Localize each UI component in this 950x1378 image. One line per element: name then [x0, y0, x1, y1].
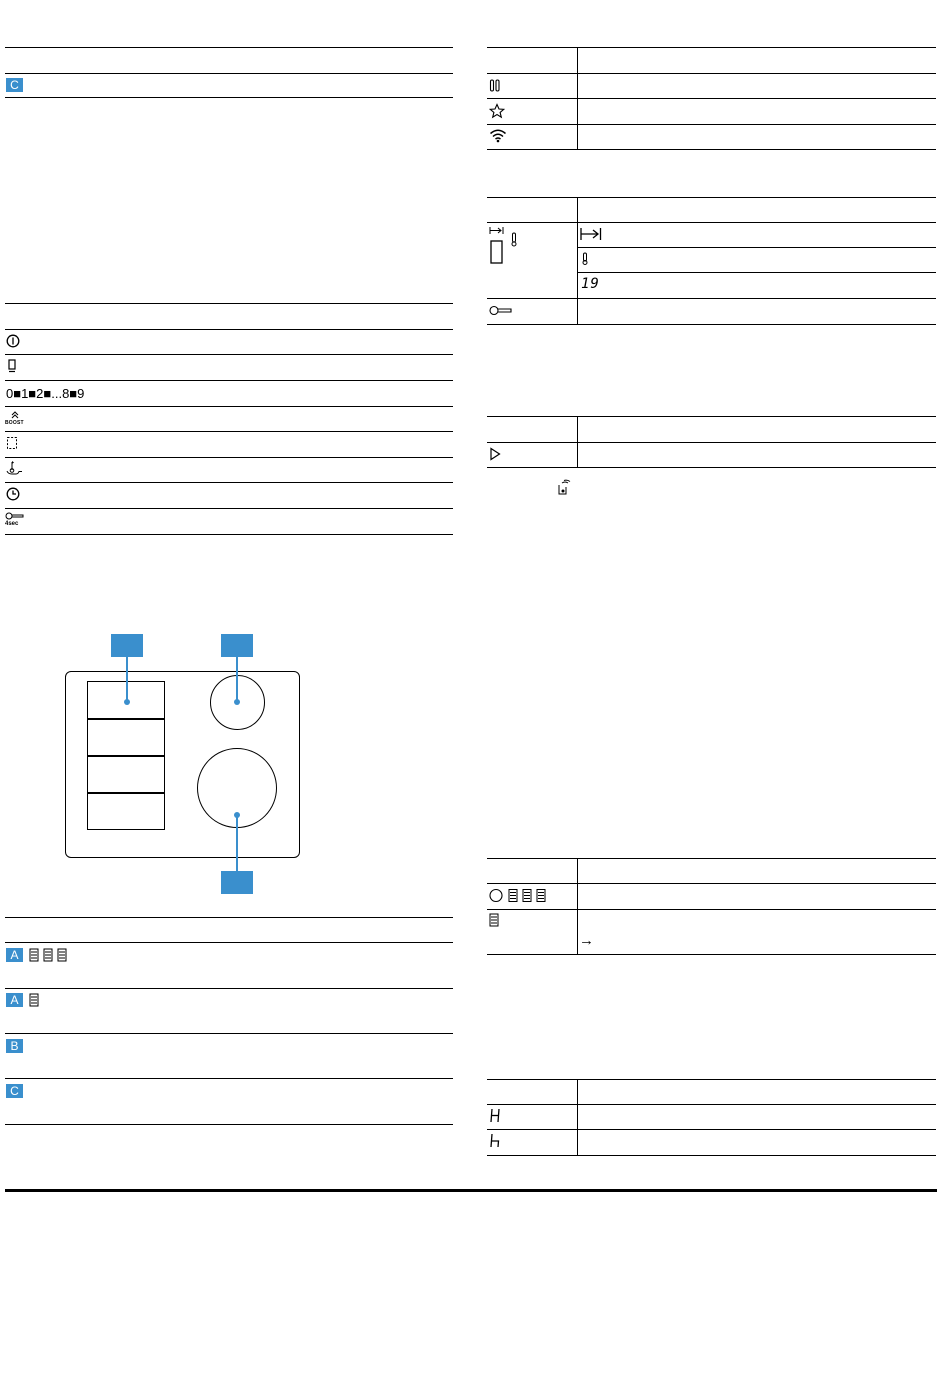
badge-c: C — [6, 78, 23, 92]
flex-zone-3 — [87, 755, 165, 794]
start-play-icon — [489, 447, 501, 461]
wifi-icon — [489, 128, 507, 143]
lock-duration-label: 4sec — [5, 521, 19, 527]
badge-a-1: A — [6, 948, 23, 962]
arrow-right: → — [579, 932, 594, 949]
flex-zone-2 — [87, 718, 165, 757]
timer-icon — [6, 487, 20, 501]
residual-heat-low-icon — [489, 1133, 501, 1148]
residual-heat-high-icon — [489, 1108, 501, 1123]
badge-c-2: C — [6, 1084, 23, 1098]
flex-bars-three-icon — [29, 948, 69, 962]
temperature-digits: 19 — [581, 276, 600, 292]
temperature-icon — [581, 252, 589, 266]
power-icon — [6, 334, 20, 348]
zone-flex-selection-icon — [489, 888, 551, 903]
callout-b-dot — [234, 699, 240, 705]
flex-bar-single-icon — [29, 993, 39, 1007]
power-level-sequence: 0■1■2■...8■9 — [6, 386, 85, 401]
frying-sensor-icon — [5, 460, 23, 476]
child-lock-key-icon — [489, 305, 513, 316]
favorite-star-icon — [489, 103, 505, 119]
callout-a-dot — [124, 699, 130, 705]
page-footer-rule — [5, 1189, 937, 1192]
callout-c-dot — [234, 812, 240, 818]
key-lock-icon — [5, 512, 25, 521]
cookzone-select-icon — [7, 359, 17, 373]
timer-transfer-icon — [580, 227, 602, 241]
display-digit-timer-temp-icon — [489, 225, 521, 267]
flex-bar-icon — [489, 913, 499, 927]
boost-label: BOOST — [5, 420, 24, 426]
badge-b: B — [6, 1039, 23, 1053]
flex-zone-icon — [6, 436, 18, 450]
flex-zone-4 — [87, 792, 165, 830]
badge-a-2: A — [6, 993, 23, 1007]
callout-b — [221, 634, 253, 657]
cookware-sound-icon — [556, 479, 572, 497]
pause-icon — [489, 79, 501, 93]
callout-c — [221, 871, 253, 894]
callout-a — [111, 634, 143, 657]
